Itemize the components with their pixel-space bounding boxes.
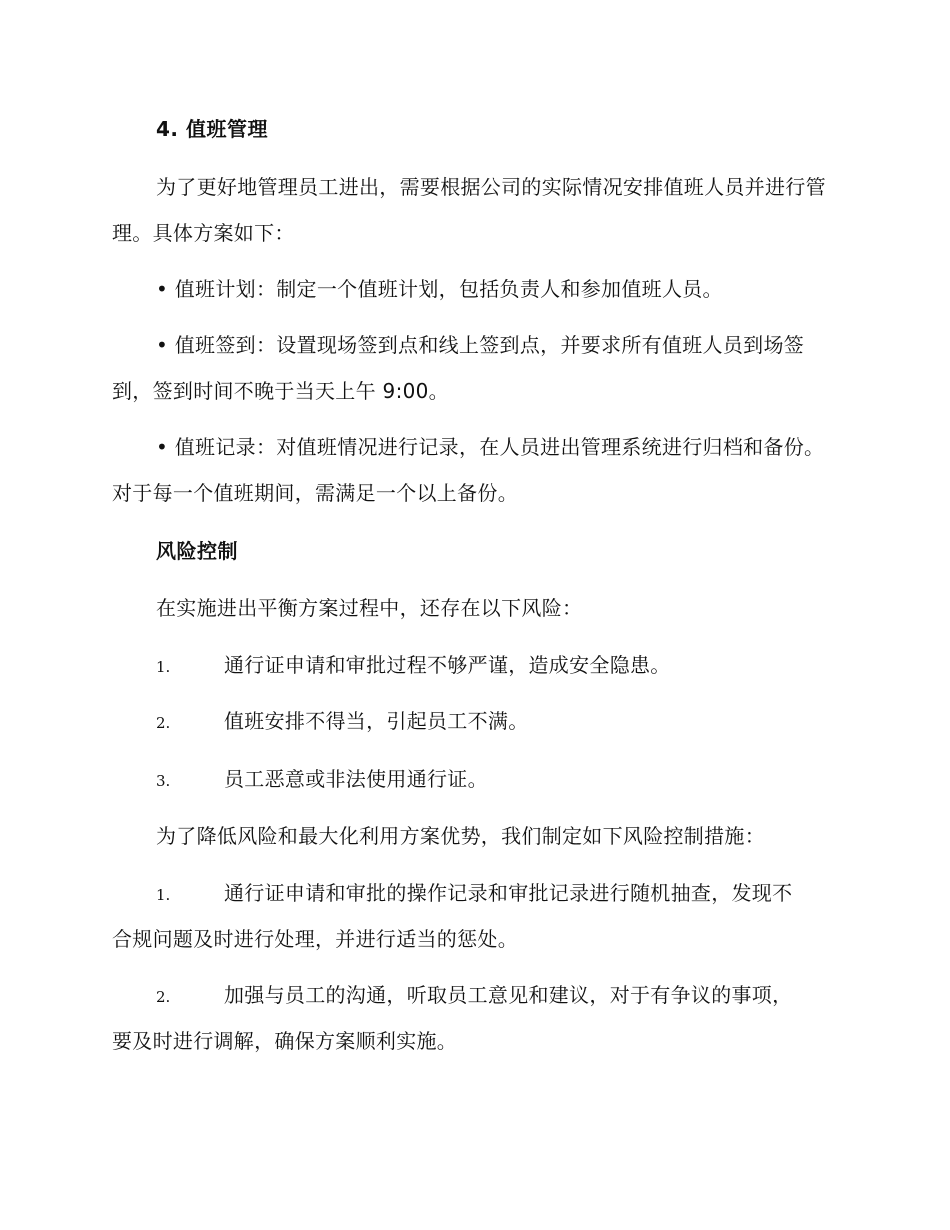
list-number: 1. [156,658,171,676]
list-item-text-line2: 要及时进行调解，确保方案顺利实施。 [112,1029,458,1053]
bullet-duty-plan: • 值班计划：制定一个值班计划，包括负责人和参加值班人员。 [156,277,723,301]
list-item-text-line1: 加强与员工的沟通，听取员工意见和建议，对于有争议的事项， [224,983,793,1007]
list-item-text: 员工恶意或非法使用通行证。 [224,767,488,791]
measures-intro: 为了降低风险和最大化利用方案优势，我们制定如下风险控制措施： [156,824,765,848]
risk-intro: 在实施进出平衡方案过程中，还存在以下风险： [156,596,583,620]
list-number: 2. [156,988,171,1006]
section-heading-duty-management: 4. 值班管理 [156,117,268,141]
list-number: 3. [156,772,171,790]
list-item-text-line1: 通行证申请和审批的操作记录和审批记录进行随机抽查，发现不 [224,881,793,905]
list-number: 1. [156,886,171,904]
duty-intro-paragraph: 为了更好地管理员工进出，需要根据公司的实际情况安排值班人员并进行管理。具体方案如下： [112,175,826,245]
section-heading-risk-control: 风险控制 [156,539,238,563]
list-item-text: 通行证申请和审批过程不够严谨，造成安全隐患。 [224,653,671,677]
list-number: 2. [156,714,171,732]
bullet-duty-record: • 值班记录：对值班情况进行记录，在人员进出管理系统进行归档和备份。对于每一个值班期间，需满足一个以上备份。 [112,435,825,505]
list-item-text: 值班安排不得当，引起员工不满。 [224,709,529,733]
bullet-duty-signin: • 值班签到：设置现场签到点和线上签到点，并要求所有值班人员到场签到，签到时间不晚于当天上午 9:00。 [112,333,805,403]
list-item-text-line2: 合规问题及时进行处理，并进行适当的惩处。 [112,927,518,951]
